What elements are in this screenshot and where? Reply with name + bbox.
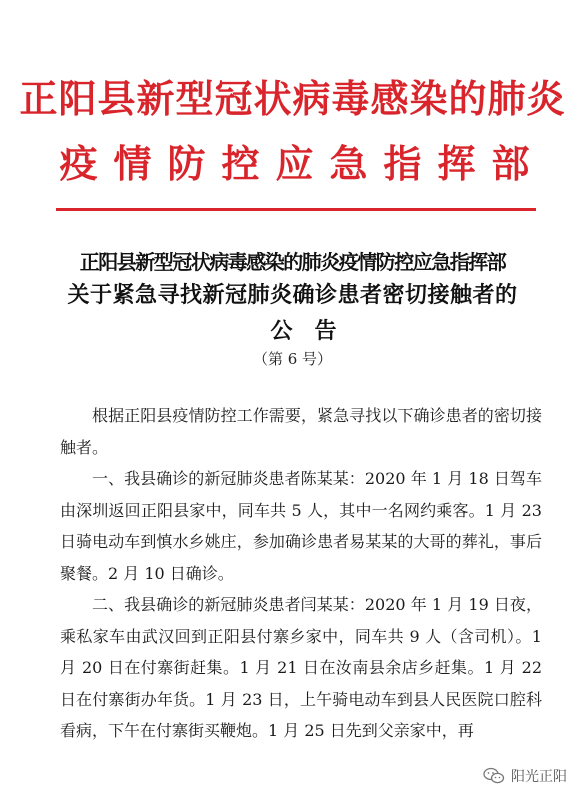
notice-body xyxy=(60,400,542,747)
title-line-1: 正阳县新型冠状病毒感染的肺炎疫情防控应急指挥部 xyxy=(79,250,506,274)
issuer-header-line-1: 正阳县新型冠状病毒感染的肺炎 xyxy=(19,76,566,121)
watermark-label: 阳光正阳 xyxy=(511,769,567,785)
title-line-3: 公告 xyxy=(270,318,359,344)
case-paragraph-2: 二、我县确诊的新冠肺炎患者闫某某：2020 年 1 月 19 日夜，乘私家车由武汉回到正阳县付寨乡家中，同车共 9 人（含司机）。1 月 20 日在付寨街赶集。1 月 21 日在汝南县余店乡赶集。1 月 22 日在付寨街办年货。1 月 23 日，上午骑电动车到县人民医院口腔科看病，下午在付寨街买鞭炮。1 月 25 日先到父亲家中，再 xyxy=(60,595,542,740)
intro-paragraph: 根据正阳县疫情防控工作需要，紧急寻找以下确诊患者的密切接触者。 xyxy=(60,406,542,457)
title-line-2: 关于紧急寻找新冠肺炎确诊患者密切接触者的 xyxy=(67,282,518,308)
source-watermark xyxy=(479,764,571,788)
issuer-header-line-2: 疫情防控应急指挥部 xyxy=(59,141,546,186)
case-paragraph-1: 一、我县确诊的新冠肺炎患者陈某某：2020 年 1 月 18 日驾车由深圳返回正阳县家中，同车共 5 人，其中一名网约乘客。1 月 23 日骑电动车到慎水乡姚庄，参加确诊患者易某某的大哥的葬礼，事后聚餐。2 月 10 日确诊。 xyxy=(60,469,542,583)
red-divider xyxy=(56,208,536,211)
notice-number: （第 6 号） xyxy=(252,350,333,368)
wechat-icon xyxy=(483,767,505,785)
